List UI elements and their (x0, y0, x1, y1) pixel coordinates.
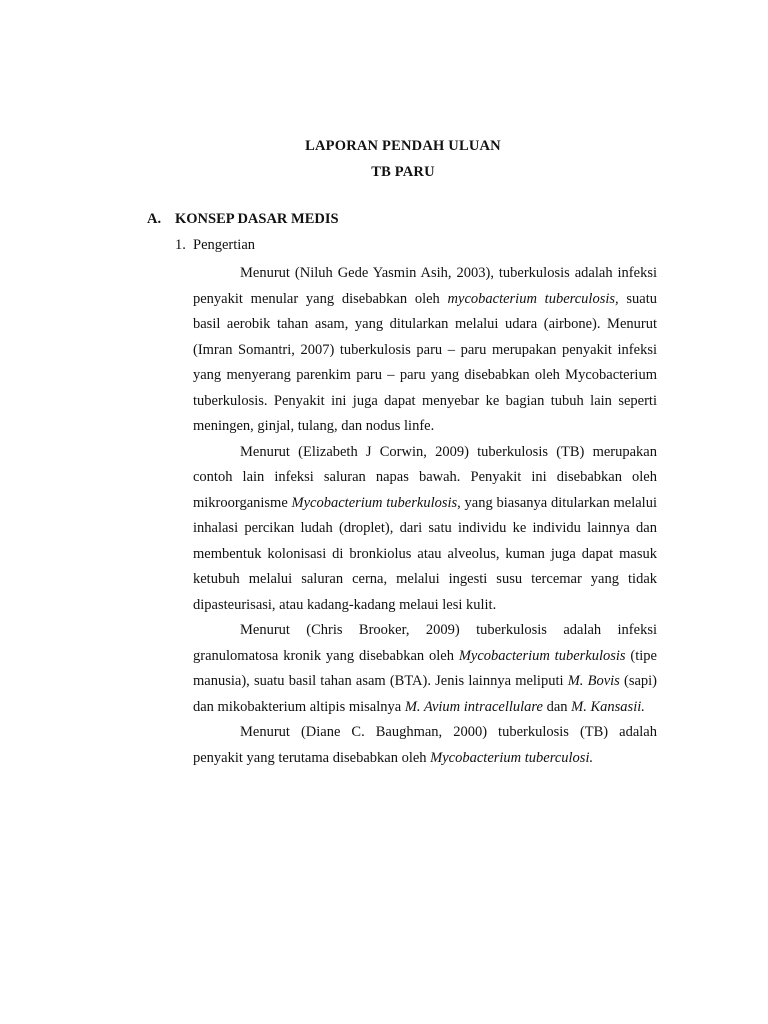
italic-term: M. Avium intracellulare (404, 698, 543, 715)
section-title: KONSEP DASAR MEDIS (175, 211, 339, 227)
paragraph-text: Menurut (Diane C. Baughman, 2000) tuberkulosis (TB) adalah penyakit yang terutama disebabkan oleh (193, 724, 657, 766)
italic-term: M. Kansasii. (571, 698, 645, 715)
document-title: LAPORAN PENDAH ULUAN (305, 138, 501, 154)
italic-term: Mycobacterium tuberkulosis (291, 494, 458, 511)
body-text (193, 261, 657, 771)
paragraph-text: (sapi) dan mikobakterium altipis misalnya (193, 673, 658, 715)
paragraph-text: dan (542, 698, 572, 715)
paragraph (193, 261, 657, 440)
italic-term: mycobacterium tuberculosis, (447, 290, 619, 307)
italic-term: M. Bovis (567, 673, 620, 689)
paragraph-text: suatu basil aerobik tahan asam, yang ditularkan melalui udara (airbone). Menurut (Imran Somantri, 2007) tuberkulosis paru – paru merupakan penyakit infeksi yang menyerang parenkim paru – paru yang disebabkan oleh Mycobacterium tuberkulosis. Penyakit ini juga dapat menyebar ke bagian tubuh lain seperti meningen, ginjal, tulang, dan nodus linfe. (193, 290, 658, 434)
paragraph (193, 618, 657, 720)
document-subtitle: TB PARU (371, 164, 435, 180)
paragraph-text: (tipe manusia), suatu basil tahan asam (BTA). Jenis lainnya meliputi (193, 647, 657, 689)
paragraph (193, 720, 657, 771)
paragraph-text: , yang biasanya ditularkan melalui inhalasi percikan ludah (droplet), dari satu individu ke individu lainnya dan membentuk kolonisasi di bronkiolus atau alveolus, kuman juga dapat masuk ketubuh melalui saluran cerna, melalui ingesti susu tercemar yang tidak dipasteurisasi, atau kadang-kadang melaui lesi kulit. (193, 494, 657, 613)
section-letter: A. (147, 211, 162, 227)
italic-term: Mycobacterium tuberkulosis (458, 647, 626, 664)
paragraph (193, 440, 657, 619)
section-heading (147, 211, 339, 228)
paragraph-text: Menurut (Chris Brooker, 2009) tuberkulosis adalah infeksi granulomatosa kronik yang disebabkan oleh (193, 622, 657, 664)
subsection-heading (175, 237, 255, 254)
subsection-title: Pengertian (193, 237, 256, 253)
paragraph-text: Menurut (Elizabeth J Corwin, 2009) tuberkulosis (TB) merupakan contoh lain infeksi saluran napas bawah. Penyakit ini disebabkan oleh mikroorganisme (193, 443, 657, 511)
italic-term: Mycobacterium tuberculosi. (430, 749, 594, 766)
paragraph-text: Menurut (Niluh Gede Yasmin Asih, 2003), tuberkulosis adalah infeksi penyakit menular yang disebabkan oleh (193, 265, 657, 307)
subsection-number: 1. (175, 237, 186, 253)
